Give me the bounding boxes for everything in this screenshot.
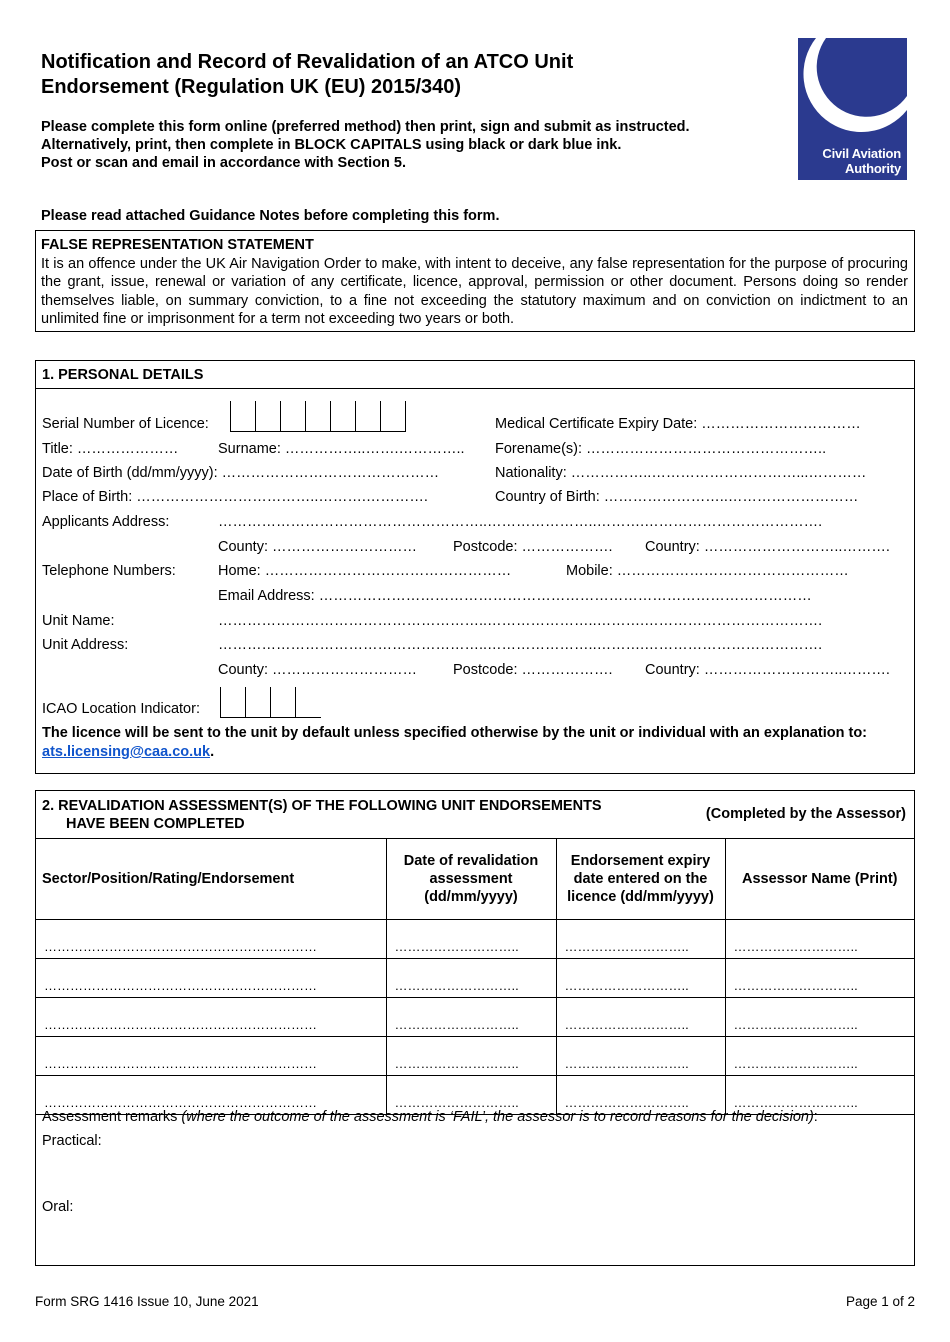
table-header-row (36, 839, 914, 920)
logo-text-line-1: Civil Aviation (822, 146, 901, 161)
country-of-birth-field[interactable]: Country of Birth: ……………………..……………………… (495, 489, 859, 505)
endorsement-cell[interactable]: ……………………………………………………… (36, 998, 386, 1037)
endorsement-cell[interactable]: ……………………………………………………… (36, 1037, 386, 1076)
licence-delivery-note (42, 724, 912, 762)
assessor-note: (Completed by the Assessor) (705, 806, 906, 822)
false-statement-body: It is an offence under the UK Air Navigation Order to make, with intent to deceive, any false representation for the purpose of procuring the grant, issue, renewal or variation of any certificate, licence, approval, permission or other document. Persons doing so render themselves liable, on summary conviction, to a fine not exceeding the statutory maximum and on conviction on indictment to an unlimited fine or imprisonment for a term not exceeding two years or both. (41, 255, 908, 327)
instructions (41, 118, 781, 172)
licensing-email-link[interactable]: ats.licensing@caa.co.uk (42, 744, 211, 760)
assessment-date-cell[interactable]: ……………………….. (386, 1076, 556, 1115)
table-row (36, 998, 914, 1037)
title-line-1: Notification and Record of Revalidation of an ATCO Unit (41, 51, 574, 73)
table-row (36, 959, 914, 998)
section-2-heading-line-1: 2. REVALIDATION ASSESSMENT(S) OF THE FOLLOWING UNIT ENDORSEMENTS (42, 798, 602, 814)
section-1-heading: 1. PERSONAL DETAILS (36, 361, 914, 389)
assessor-name-cell[interactable]: ……………………….. (725, 998, 914, 1037)
instruction-line: Please complete this form online (preferred method) then print, sign and submit as instructed. (41, 119, 690, 135)
table-row (36, 920, 914, 959)
endorsement-cell[interactable]: ……………………………………………………… (36, 959, 386, 998)
personal-details-section (35, 360, 915, 774)
endorsement-table (36, 838, 914, 1115)
applicant-postcode-field[interactable]: Postcode: ………………. (453, 539, 613, 555)
revalidation-section (35, 790, 915, 1266)
assessment-remarks (42, 1105, 818, 1219)
assessor-name-cell[interactable]: ……………………….. (725, 1037, 914, 1076)
page-number: Page 1 of 2 (845, 1294, 915, 1309)
date-of-birth-field[interactable]: Date of Birth (dd/mm/yyyy): ……………………………………… (42, 465, 440, 481)
icao-cells[interactable] (220, 687, 321, 718)
assessment-date-cell[interactable]: ……………………….. (386, 920, 556, 959)
unit-address-field[interactable]: ………………………………………………..…………………..……….………………………………. (218, 637, 823, 653)
applicant-address-label: Applicants Address: (42, 514, 170, 530)
unit-postcode-field[interactable]: Postcode: ………………. (453, 662, 613, 678)
serial-number-cells[interactable] (230, 401, 406, 432)
applicant-country-field[interactable]: Country: ………………………..………. (645, 539, 890, 555)
column-header: Assessor Name (Print) (725, 839, 914, 920)
assessor-name-cell[interactable]: ……………………….. (725, 920, 914, 959)
assessment-date-cell[interactable]: ……………………….. (386, 1037, 556, 1076)
expiry-date-cell[interactable]: ……………………….. (556, 920, 725, 959)
endorsement-cell[interactable]: ……………………………………………………… (36, 1076, 386, 1115)
remarks-label: Assessment remarks (42, 1109, 182, 1125)
applicant-address-field[interactable]: ………………………………………………..…………………..……….………………………………. (218, 514, 823, 530)
remarks-colon: : (813, 1109, 818, 1125)
mobile-phone-field[interactable]: Mobile: ………………………………………… (566, 563, 849, 579)
home-phone-field[interactable]: Home: …………………………………………… (218, 563, 512, 579)
remarks-instruction: (where the outcome of the assessment is ‘FAIL’, the assessor is to record reasons for the decision) (181, 1109, 814, 1125)
endorsement-cell[interactable]: ……………………………………………………… (36, 920, 386, 959)
section-2-heading-line-2: HAVE BEEN COMPLETED (66, 816, 245, 832)
column-header: Sector/Position/Rating/Endorsement (36, 839, 386, 920)
medical-expiry-field[interactable]: Medical Certificate Expiry Date: …………………………… (495, 416, 861, 432)
section-2-heading (42, 797, 682, 833)
guidance-note: Please read attached Guidance Notes before completing this form. (41, 208, 500, 224)
forename-field[interactable]: Forename(s): ………………………………………….. (495, 441, 827, 457)
practical-label[interactable]: Practical: (42, 1133, 102, 1149)
form-id: Form SRG 1416 Issue 10, June 2021 (35, 1294, 259, 1309)
unit-country-field[interactable]: Country: ………………………..………. (645, 662, 890, 678)
column-header: Endorsement expiry date entered on the licence (dd/mm/yyyy) (556, 839, 725, 920)
unit-name-field[interactable]: ………………………………………………..…………………..……….………………………………. (218, 613, 823, 629)
note-end: . (210, 744, 215, 760)
oral-label[interactable]: Oral: (42, 1199, 74, 1215)
applicant-county-field[interactable]: County: ………………………… (218, 539, 417, 555)
unit-address-label: Unit Address: (42, 637, 129, 653)
table-row (36, 1037, 914, 1076)
unit-name-label: Unit Name: (42, 613, 115, 629)
title-line-2: Endorsement (Regulation UK (EU) 2015/340) (41, 76, 462, 98)
caa-logo (798, 38, 907, 180)
note-text: The licence will be sent to the unit by default unless specified otherwise by the unit or individual with an explanation to: (42, 725, 867, 741)
assessor-name-cell[interactable]: ……………………….. (725, 1076, 914, 1115)
surname-field[interactable]: Surname: ……………..…….………….. (218, 441, 465, 457)
instruction-line: Alternatively, print, then complete in BLOCK CAPITALS using black or dark blue ink. (41, 137, 622, 153)
nationality-field[interactable]: Nationality: ……………..…………………………...………… (495, 465, 867, 481)
icao-label: ICAO Location Indicator: (42, 701, 200, 717)
expiry-date-cell[interactable]: ……………………….. (556, 998, 725, 1037)
logo-text-line-2: Authority (845, 161, 901, 176)
assessment-date-cell[interactable]: ……………………….. (386, 998, 556, 1037)
serial-number-label: Serial Number of Licence: (42, 416, 209, 432)
expiry-date-cell[interactable]: ……………………….. (556, 1037, 725, 1076)
assessor-name-cell[interactable]: ……………………….. (725, 959, 914, 998)
place-of-birth-field[interactable]: Place of Birth: ………………………………..……….…………. (42, 489, 428, 505)
instruction-line: Post or scan and email in accordance with Section 5. (41, 155, 407, 171)
form-title (41, 50, 741, 100)
email-field[interactable]: Email Address: ………………………………………………………………………………………… (218, 588, 812, 604)
false-statement-heading: FALSE REPRESENTATION STATEMENT (41, 237, 314, 253)
column-header: Date of revalidation assessment (dd/mm/yyyy) (386, 839, 556, 920)
telephone-label: Telephone Numbers: (42, 563, 176, 579)
expiry-date-cell[interactable]: ……………………….. (556, 1076, 725, 1115)
assessment-date-cell[interactable]: ……………………….. (386, 959, 556, 998)
unit-county-field[interactable]: County: ………………………… (218, 662, 417, 678)
false-representation-box (35, 230, 915, 332)
title-field[interactable]: Title: ………………… (42, 441, 179, 457)
expiry-date-cell[interactable]: ……………………….. (556, 959, 725, 998)
